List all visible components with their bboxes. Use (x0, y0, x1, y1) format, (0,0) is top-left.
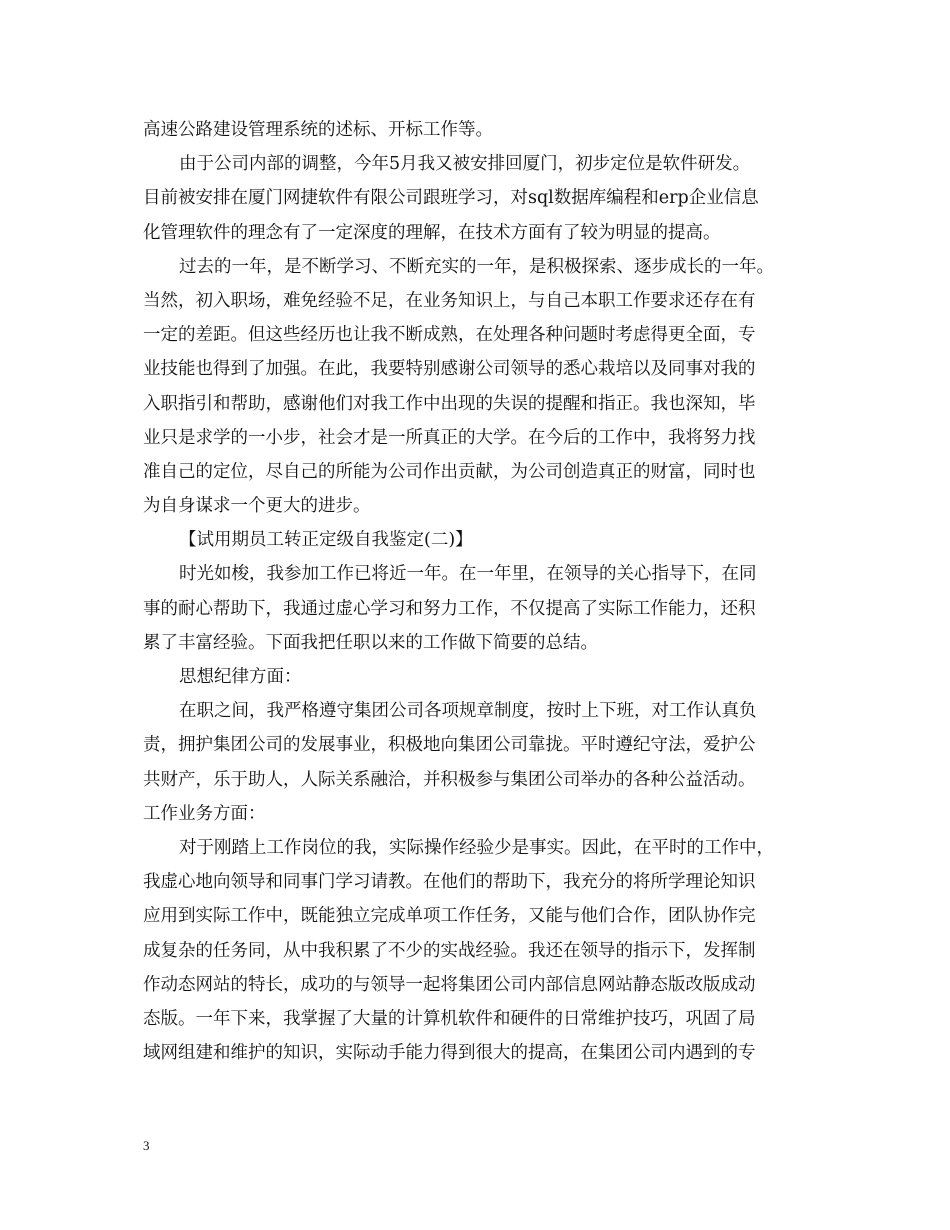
text-line: 为自身谋求一个更大的进步。 (143, 496, 371, 517)
text-line: 应用到实际工作中，既能独立完成单项工作任务，又能与他们合作，团队协作完 (143, 906, 756, 927)
text-line: 共财产，乐于助人，人际关系融洽，并积极参与集团公司举办的各种公益活动。 (143, 769, 756, 790)
text-line: 在职之间，我严格遵守集团公司各项规章制度，按时上下班，对工作认真负 (179, 701, 757, 722)
text-line: 成复杂的任务同，从中我积累了不少的实战经验。我还在领导的指示下，发挥制 (143, 940, 756, 961)
text-line: 累了丰富经验。下面我把任职以来的工作做下简要的总结。 (143, 632, 598, 653)
text-line: 域网组建和维护的知识，实际动手能力得到很大的提高，在集团公司内遇到的专 (143, 1043, 756, 1064)
text-line: 入职指引和帮助，感谢他们对我工作中出现的失误的提醒和指正。我也深知，毕 (143, 393, 756, 414)
text-line: 当然，初入职场，难免经验不足，在业务知识上，与自己本职工作要求还存在有 (143, 290, 756, 311)
text-line: 时光如梭，我参加工作已将近一年。在一年里，在领导的关心指导下，在同 (179, 564, 757, 585)
text-line: 准自己的定位，尽自己的所能为公司作出贡献，为公司创造真正的财富，同时也 (143, 461, 756, 482)
page-number: 3 (143, 1138, 150, 1153)
text-line: 【试用期员工转正定级自我鉴定(二)】 (179, 530, 473, 551)
document-body (143, 113, 833, 1070)
text-line: 目前被安排在厦门网捷软件有限公司跟班学习，对sql数据库编程和erp企业信息 (143, 188, 759, 209)
text-line: 我虚心地向领导和同事门学习请教。在他们的帮助下，我充分的将所学理论知识 (143, 872, 756, 893)
text-line: 一定的差距。但这些经历也让我不断成熟，在处理各种问题时考虑得更全面，专 (143, 325, 756, 346)
text-line: 过去的一年，是不断学习、不断充实的一年，是积极探索、逐步成长的一年。 (179, 256, 774, 277)
text-line: 思想纪律方面： (179, 667, 302, 687)
text-line: 工作业务方面： (143, 803, 266, 824)
text-line: 业技能也得到了加强。在此，我要特别感谢公司领导的悉心栽培以及同事对我的 (143, 359, 756, 380)
text-line: 对于刚踏上工作岗位的我，实际操作经验少是事实。因此，在平时的工作中， (179, 837, 774, 858)
text-line: 业只是求学的一小步，社会才是一所真正的大学。在今后的工作中，我将努力找 (143, 427, 756, 448)
text-line: 责，拥护集团公司的发展事业，积极地向集团公司靠拢。平时遵纪守法，爱护公 (143, 735, 756, 756)
text-line: 化管理软件的理念有了一定深度的理解，在技术方面有了较为明显的提高。 (143, 222, 721, 243)
text-line: 态版。一年下来，我掌握了大量的计算机软件和硬件的日常维护技巧，巩固了局 (143, 1008, 756, 1029)
text-line: 作动态网站的特长，成功的与领导一起将集团公司内部信息网站静态版改版成动 (143, 974, 756, 995)
text-line: 事的耐心帮助下，我通过虚心学习和努力工作，不仅提高了实际工作能力，还积 (143, 598, 756, 619)
text-line: 由于公司内部的调整，今年5月我又被安排回厦门，初步定位是软件研发。 (179, 154, 751, 175)
text-line: 高速公路建设管理系统的述标、开标工作等。 (143, 120, 493, 140)
